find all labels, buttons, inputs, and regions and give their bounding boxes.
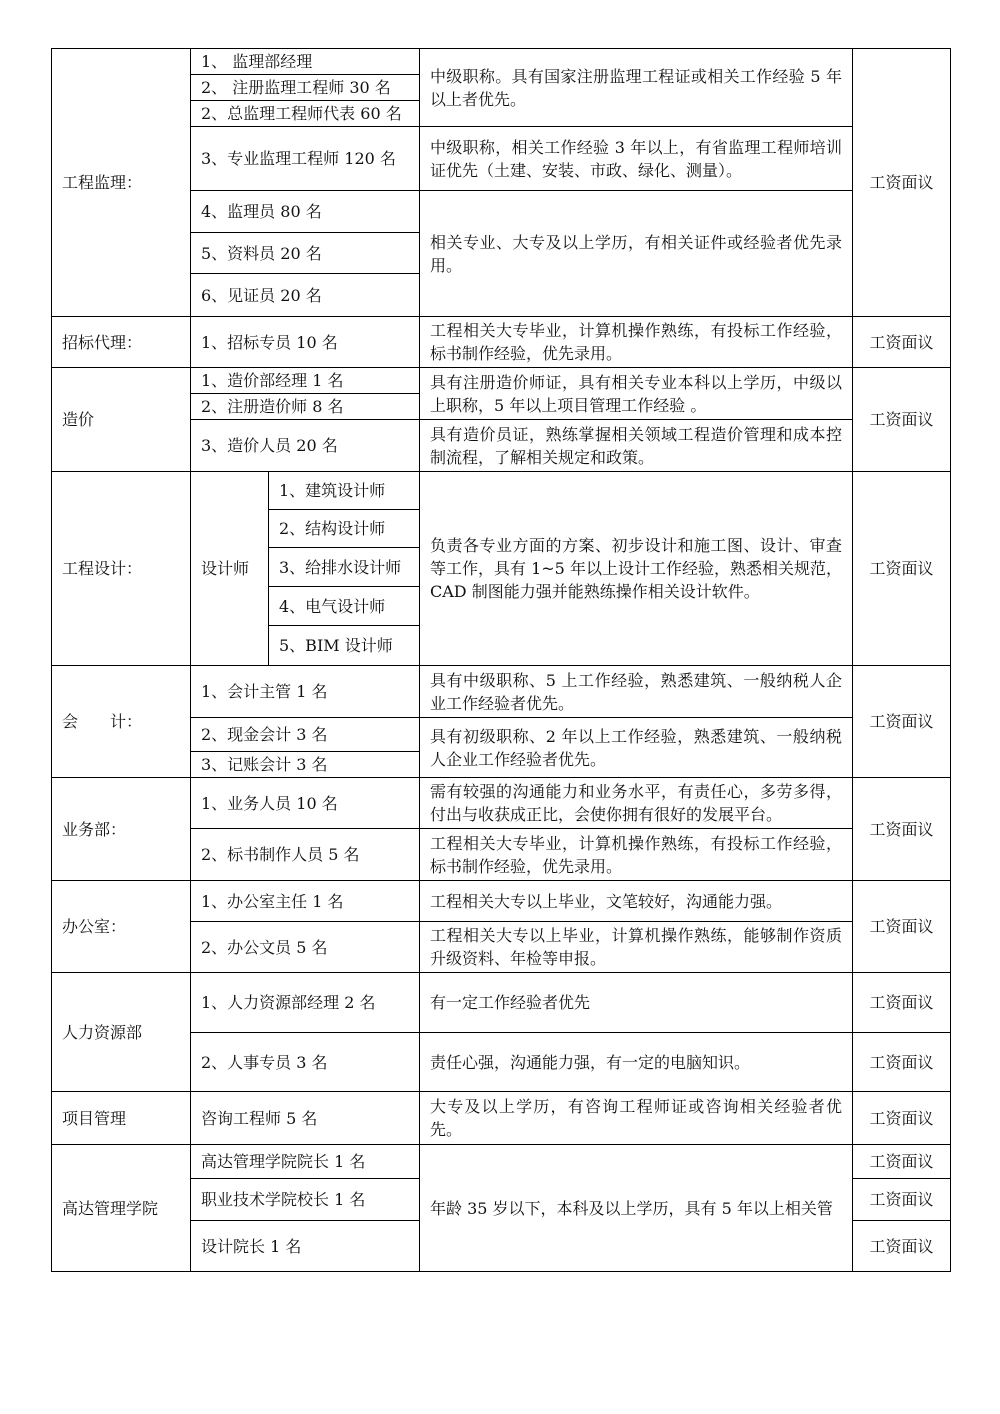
position-cell: 3、专业监理工程师 120 名	[191, 127, 420, 191]
salary-cell: 工资面议	[853, 973, 951, 1033]
dept-cell-bidding: 招标代理：	[52, 317, 191, 368]
salary-cell: 工资面议	[853, 472, 951, 666]
table-row	[52, 778, 951, 829]
dept-cell-cost: 造价	[52, 368, 191, 472]
requirement-cell: 需有较强的沟通能力和业务水平，有责任心，多劳多得，付出与收获成正比，会使你拥有很好的发展平台。	[420, 778, 853, 829]
recruitment-table	[51, 48, 951, 1272]
requirement-cell: 责任心强，沟通能力强，有一定的电脑知识。	[420, 1033, 853, 1092]
position-cell: 1、会计主管 1 名	[191, 666, 420, 718]
salary-cell: 工资面议	[853, 881, 951, 973]
position-cell: 1、招标专员 10 名	[191, 317, 420, 368]
position-cell: 6、见证员 20 名	[191, 274, 420, 317]
dept-cell-accounting: 会 计：	[52, 666, 191, 778]
position-cell: 职业技术学院校长 1 名	[191, 1179, 420, 1221]
position-cell: 1、业务人员 10 名	[191, 778, 420, 829]
designer-group-cell: 设计师	[191, 472, 269, 666]
salary-cell: 工资面议	[853, 368, 951, 472]
table-row	[52, 666, 951, 718]
salary-cell: 工资面议	[853, 1033, 951, 1092]
position-cell: 3、记账会计 3 名	[191, 752, 420, 778]
table-row	[52, 1145, 951, 1179]
salary-cell: 工资面议	[853, 1145, 951, 1179]
salary-cell: 工资面议	[853, 317, 951, 368]
salary-cell: 工资面议	[853, 1221, 951, 1272]
table-row	[52, 368, 951, 394]
requirement-cell: 年龄 35 岁以下，本科及以上学历，具有 5 年以上相关管	[420, 1145, 853, 1272]
dept-cell-business: 业务部：	[52, 778, 191, 881]
position-cell: 1、 监理部经理	[191, 49, 420, 75]
requirement-cell: 相关专业、大专及以上学历，有相关证件或经验者优先录用。	[420, 191, 853, 317]
position-cell: 3、给排水设计师	[269, 548, 420, 587]
requirement-cell: 大专及以上学历，有咨询工程师证或咨询相关经验者优先。	[420, 1092, 853, 1145]
salary-cell: 工资面议	[853, 49, 951, 317]
position-cell: 2、办公文员 5 名	[191, 922, 420, 973]
position-cell: 设计院长 1 名	[191, 1221, 420, 1272]
position-cell: 5、资料员 20 名	[191, 233, 420, 274]
requirement-cell: 工程相关大专以上毕业，计算机操作熟练，能够制作资质升级资料、年检等申报。	[420, 922, 853, 973]
table-row	[52, 881, 951, 922]
table-row	[52, 472, 951, 510]
position-cell: 3、造价人员 20 名	[191, 420, 420, 472]
requirement-cell: 有一定工作经验者优先	[420, 973, 853, 1033]
dept-cell-hr: 人力资源部	[52, 973, 191, 1092]
salary-cell: 工资面议	[853, 1092, 951, 1145]
position-cell: 高达管理学院院长 1 名	[191, 1145, 420, 1179]
table-row	[52, 973, 951, 1033]
dept-cell-project: 项目管理	[52, 1092, 191, 1145]
salary-cell: 工资面议	[853, 1179, 951, 1221]
salary-cell: 工资面议	[853, 778, 951, 881]
requirement-cell: 具有中级职称、5 上工作经验，熟悉建筑、一般纳税人企业工作经验者优先。	[420, 666, 853, 718]
requirement-cell: 中级职称。具有国家注册监理工程证或相关工作经验 5 年以上者优先。	[420, 49, 853, 127]
dept-cell-supervision: 工程监理：	[52, 49, 191, 317]
position-cell: 1、人力资源部经理 2 名	[191, 973, 420, 1033]
position-cell: 2、结构设计师	[269, 510, 420, 548]
position-cell: 2、注册造价师 8 名	[191, 394, 420, 420]
requirement-cell: 工程相关大专毕业，计算机操作熟练，有投标工作经验，标书制作经验，优先录用。	[420, 829, 853, 881]
requirement-cell: 具有造价员证，熟练掌握相关领域工程造价管理和成本控制流程，了解相关规定和政策。	[420, 420, 853, 472]
dept-cell-academy: 高达管理学院	[52, 1145, 191, 1272]
position-cell: 咨询工程师 5 名	[191, 1092, 420, 1145]
position-cell: 2、总监理工程师代表 60 名	[191, 101, 420, 127]
requirement-cell: 工程相关大专以上毕业，文笔较好，沟通能力强。	[420, 881, 853, 922]
table-row	[52, 317, 951, 368]
position-cell: 1、造价部经理 1 名	[191, 368, 420, 394]
position-cell: 2、 注册监理工程师 30 名	[191, 75, 420, 101]
requirement-cell: 具有初级职称、2 年以上工作经验，熟悉建筑、一般纳税人企业工作经验者优先。	[420, 718, 853, 778]
position-cell: 2、标书制作人员 5 名	[191, 829, 420, 881]
dept-cell-design: 工程设计：	[52, 472, 191, 666]
position-cell: 1、办公室主任 1 名	[191, 881, 420, 922]
position-cell: 5、BIM 设计师	[269, 626, 420, 666]
table-row	[52, 49, 951, 75]
requirement-cell: 负责各专业方面的方案、初步设计和施工图、设计、审查等工作，具有 1~5 年以上设计工作经验，熟悉相关规范，CAD 制图能力强并能熟练操作相关设计软件。	[420, 472, 853, 666]
position-cell: 1、建筑设计师	[269, 472, 420, 510]
salary-cell: 工资面议	[853, 666, 951, 778]
position-cell: 2、现金会计 3 名	[191, 718, 420, 752]
requirement-cell: 工程相关大专毕业，计算机操作熟练，有投标工作经验，标书制作经验，优先录用。	[420, 317, 853, 368]
position-cell: 4、监理员 80 名	[191, 191, 420, 233]
position-cell: 4、电气设计师	[269, 587, 420, 626]
requirement-cell: 具有注册造价师证，具有相关专业本科以上学历，中级以上职称，5 年以上项目管理工作经验 。	[420, 368, 853, 420]
requirement-cell: 中级职称，相关工作经验 3 年以上，有省监理工程师培训证优先（土建、安装、市政、绿化、测量）。	[420, 127, 853, 191]
position-cell: 2、人事专员 3 名	[191, 1033, 420, 1092]
dept-cell-office: 办公室：	[52, 881, 191, 973]
table-row	[52, 1092, 951, 1145]
